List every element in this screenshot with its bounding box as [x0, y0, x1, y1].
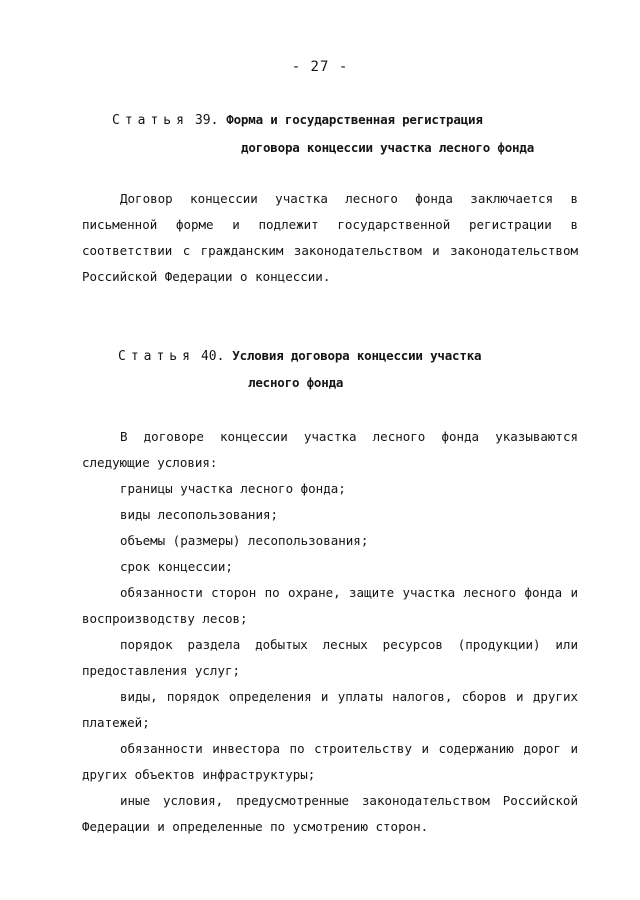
- page-number: - 27 -: [291, 59, 349, 75]
- article-40-number: 40.: [200, 349, 225, 364]
- list-item: обязанности инвестора по строительству и содержанию дорог и других объектов инфраструктуры;: [82, 741, 578, 782]
- article-40-body: [82, 424, 578, 840]
- article-40-intro: В договоре концессии участка лесного фонда указываются следующие условия:: [82, 429, 578, 470]
- article-39-heading-line-1: [112, 112, 483, 128]
- article-39-prefix: Статья: [112, 113, 189, 128]
- article-39-title-line-1: Форма и государственная регистрация: [226, 112, 483, 127]
- article-39-number: 39.: [194, 113, 219, 128]
- article-40-title-line-1: Условия договора концессии участка: [232, 348, 482, 363]
- article-40-heading-line-1: [118, 348, 481, 364]
- list-item: порядок раздела добытых лесных ресурсов (продукции) или предоставления услуг;: [82, 637, 578, 678]
- list-item: границы участка лесного фонда;: [120, 481, 346, 496]
- list-item: иные условия, предусмотренные законодательством Российской Федерации и определенные по усмотрению сторон.: [82, 793, 578, 834]
- list-item: срок концессии;: [120, 559, 233, 574]
- article-40-heading-line-2: [248, 375, 343, 391]
- article-39-body: [82, 186, 578, 290]
- list-item: объемы (размеры) лесопользования;: [120, 533, 369, 548]
- list-item: виды лесопользования;: [120, 507, 279, 522]
- list-item: обязанности сторон по охране, защите участка лесного фонда и воспроизводству лесов;: [82, 585, 578, 626]
- article-39-title-line-2: договора концессии участка лесного фонда: [241, 140, 535, 155]
- article-40-title-line-2: лесного фонда: [248, 375, 344, 390]
- article-39-paragraph: Договор концессии участка лесного фонда заключается в письменной форме и подлежит государственной регистрации в соответствии с гражданским законодательством и законодательством Российской Федерации о концессии.: [82, 191, 578, 284]
- list-item: виды, порядок определения и уплаты налогов, сборов и других платежей;: [82, 689, 578, 730]
- article-40-prefix: Статья: [118, 349, 195, 364]
- article-39-heading-line-2: [241, 140, 534, 156]
